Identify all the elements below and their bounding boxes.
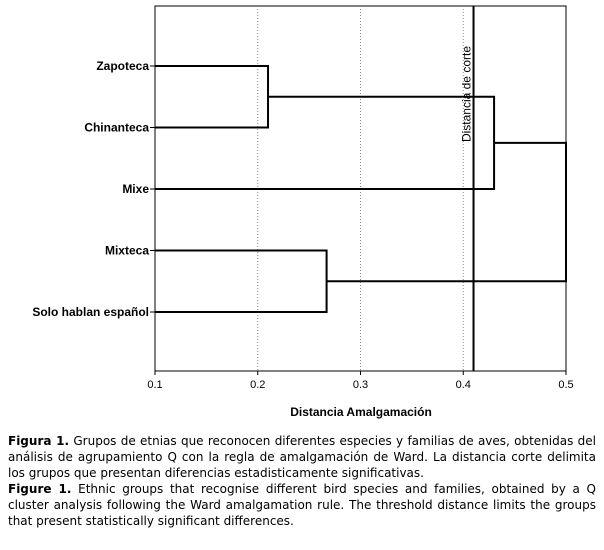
x-tick-label: 0.4 [455, 379, 471, 391]
dendrogram-link [155, 251, 327, 313]
cutoff-label: Distancia de corte [459, 46, 474, 143]
dendrogram-link [155, 66, 268, 128]
dendrogram-link [155, 97, 494, 189]
leaf-label: Mixteca [104, 243, 149, 258]
leaf-label: Chinanteca [84, 120, 149, 135]
x-tick-label: 0.5 [558, 379, 574, 391]
caption-spanish [8, 433, 596, 481]
leaf-label: Zapoteca [96, 59, 149, 73]
caption-english-label: Figure 1. [8, 482, 72, 496]
caption-spanish-label: Figura 1. [8, 434, 70, 448]
leaf-label: Solo hablan español [32, 305, 149, 319]
caption-english [8, 481, 596, 529]
figure-caption [8, 433, 596, 529]
x-tick-label: 0.1 [147, 379, 163, 391]
leaf-labels [32, 59, 155, 319]
leaf-label: Mixe [122, 182, 149, 196]
x-tick-label: 0.3 [352, 379, 369, 391]
x-axis-title: Distancia Amalgamación [290, 405, 432, 419]
caption-english-text: Ethnic groups that recognise different bird species and families, obtained by a Q cluster analysis following the Ward amalgamation rule. The threshold distance limits the groups that present statistically significant differences. [8, 482, 596, 528]
caption-spanish-text: Grupos de etnias que reconocen diferentes especies y familias de aves, obtenidas del análisis de agrupamiento Q con la regla de amalgamación de Ward. La distancia corte delimita los grupos que presentan diferencias estadisticamente significativas. [8, 434, 596, 480]
x-axis-ticks [147, 371, 573, 391]
dendrogram-link [327, 143, 566, 281]
x-tick-label: 0.2 [250, 379, 266, 391]
